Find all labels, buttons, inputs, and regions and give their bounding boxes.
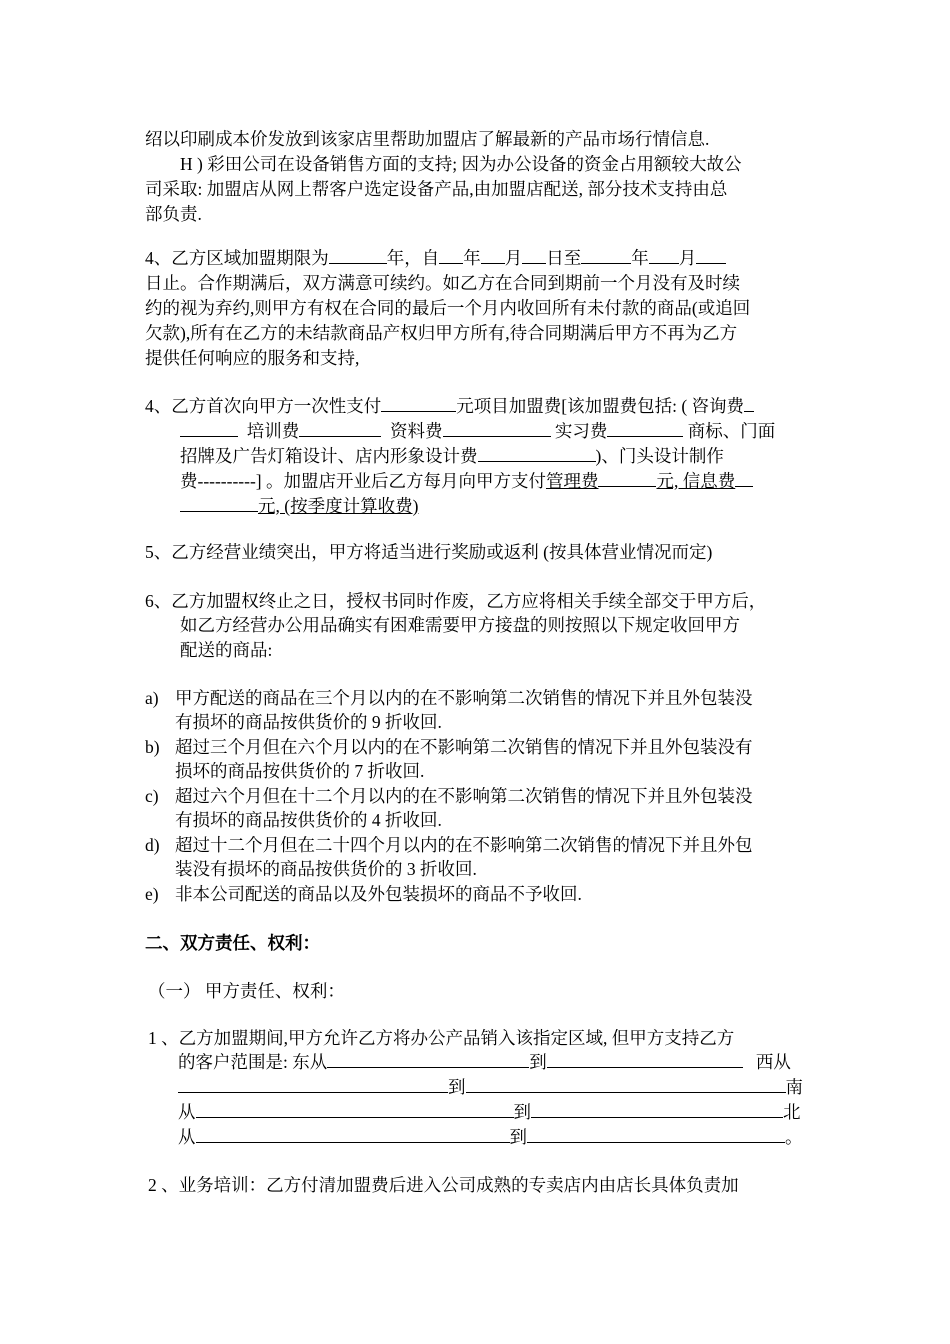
blank-field: [180, 419, 238, 437]
blank-field: [178, 1075, 448, 1093]
blank-field: [527, 1125, 785, 1143]
list-item: 有损坏的商品按供货价的 9 折收回.: [175, 712, 442, 732]
blank-field: [439, 246, 463, 264]
blank-field: [443, 419, 551, 437]
list-marker: c): [145, 786, 159, 806]
text-line: 1 、乙方加盟期间,甲方允许乙方将办公产品销入该指定区域, 但甲方支持乙方: [148, 1028, 735, 1048]
blank-field: [196, 1100, 514, 1118]
list-item: 甲方配送的商品在三个月以内的在不影响第二次销售的情况下并且外包装没: [175, 688, 753, 708]
text-line: 提供任何响应的服务和支持,: [145, 348, 360, 368]
term-label: 4、乙方区域加盟期限为: [145, 248, 329, 268]
blank-field: [329, 246, 387, 264]
range-line: 的客户范围是: 东从 到 西从: [178, 1052, 791, 1072]
blank-field: [607, 419, 683, 437]
list-item: 超过十二个月但在二十四个月以内的在不影响第二次销售的情况下并且外包: [175, 835, 753, 855]
blank-field: [522, 246, 546, 264]
list-item: 非本公司配送的商品以及外包装损坏的商品不予收回.: [175, 884, 582, 904]
blank-field: [481, 246, 505, 264]
text-line: 5、乙方经营业绩突出，甲方将适当进行奖励或返利 (按具体营业情况而定): [145, 542, 713, 562]
list-item: 装没有损坏的商品按供货价的 3 折收回.: [175, 859, 477, 879]
list-item: 超过三个月但在六个月以内的在不影响第二次销售的情况下并且外包装没有: [175, 737, 753, 757]
fee-line: 招牌及广告灯箱设计、店内形象设计费 )、门头设计制作: [180, 446, 724, 466]
list-marker: d): [145, 835, 160, 855]
list-marker: a): [145, 688, 159, 708]
list-marker: e): [145, 884, 159, 904]
blank-field: [478, 444, 596, 462]
range-line: 到 南: [178, 1075, 803, 1099]
blank-field: [196, 1125, 510, 1143]
blank-field: [381, 394, 456, 412]
text-line: 配送的商品:: [180, 640, 273, 660]
blank-field: [327, 1050, 529, 1068]
blank-field: [299, 419, 381, 437]
section-heading: 二、双方责任、权利：: [145, 933, 320, 953]
list-item: 有损坏的商品按供货价的 4 折收回.: [175, 810, 442, 830]
text-line: 6、乙方加盟权终止之日，授权书同时作废，乙方应将相关手续全部交于甲方后，: [145, 591, 767, 611]
blank-field: [466, 1075, 786, 1093]
list-item: 超过六个月但在十二个月以内的在不影响第二次销售的情况下并且外包装没: [175, 786, 753, 806]
fee-line: 培训费 资料费 实习费 商标、门面: [180, 419, 775, 443]
text-line: H ) 彩田公司在设备销售方面的支持; 因为办公设备的资金占用额较大故公: [180, 154, 742, 174]
text-line: 绍以印刷成本价发放到该家店里帮助加盟店了解最新的产品市场行情信息.: [145, 129, 710, 149]
subsection-heading: （一） 甲方责任、权利：: [148, 981, 345, 1001]
blank-field: [547, 1050, 743, 1068]
text-line: 约的视为弃约,则甲方有权在合同的最后一个月内收回所有未付款的商品(或追回: [145, 298, 751, 318]
text-line: 部负责.: [145, 204, 202, 224]
text-line: 如乙方经营办公用品确实有困难需要甲方接盘的则按照以下规定收回甲方: [180, 615, 740, 635]
fee-line: 4、乙方首次向甲方一次性支付 元项目加盟费[该加盟费包括: ( 咨询费: [145, 394, 754, 418]
fee-line: 元, (按季度计算收费): [180, 494, 418, 518]
text-line: 欠款),所有在乙方的未结款商品产权归甲方所有,待合同期满后甲方不再为乙方: [145, 323, 738, 343]
term-line: 4、乙方区域加盟期限为 年，自 年 月 日至 年 月: [145, 246, 726, 270]
text-line: 2 、业务培训：乙方付清加盟费后进入公司成熟的专卖店内由店长具体负责加: [148, 1175, 739, 1195]
list-marker: b): [145, 737, 160, 757]
fee-line: 费----------] 。加盟店开业后乙方每月向甲方支付管理费 元, 信息费: [180, 469, 753, 493]
range-line: 从 到 。: [178, 1127, 803, 1147]
blank-field: [531, 1100, 783, 1118]
blank-field: [581, 246, 631, 264]
list-item: 损坏的商品按供货价的 7 折收回.: [175, 761, 425, 781]
blank-field: [180, 494, 258, 512]
blank-field: [735, 469, 753, 487]
blank-field: [696, 246, 726, 264]
text-line: 司采取: 加盟店从网上帮客户选定设备产品,由加盟店配送, 部分技术支持由总: [145, 179, 728, 199]
blank-field: [744, 394, 754, 412]
text-line: 日止。合作期满后，双方满意可续约。如乙方在合同到期前一个月没有及时续: [145, 273, 740, 293]
range-line: 从 到 北: [178, 1102, 801, 1122]
blank-field: [649, 246, 679, 264]
blank-field: [598, 469, 656, 487]
